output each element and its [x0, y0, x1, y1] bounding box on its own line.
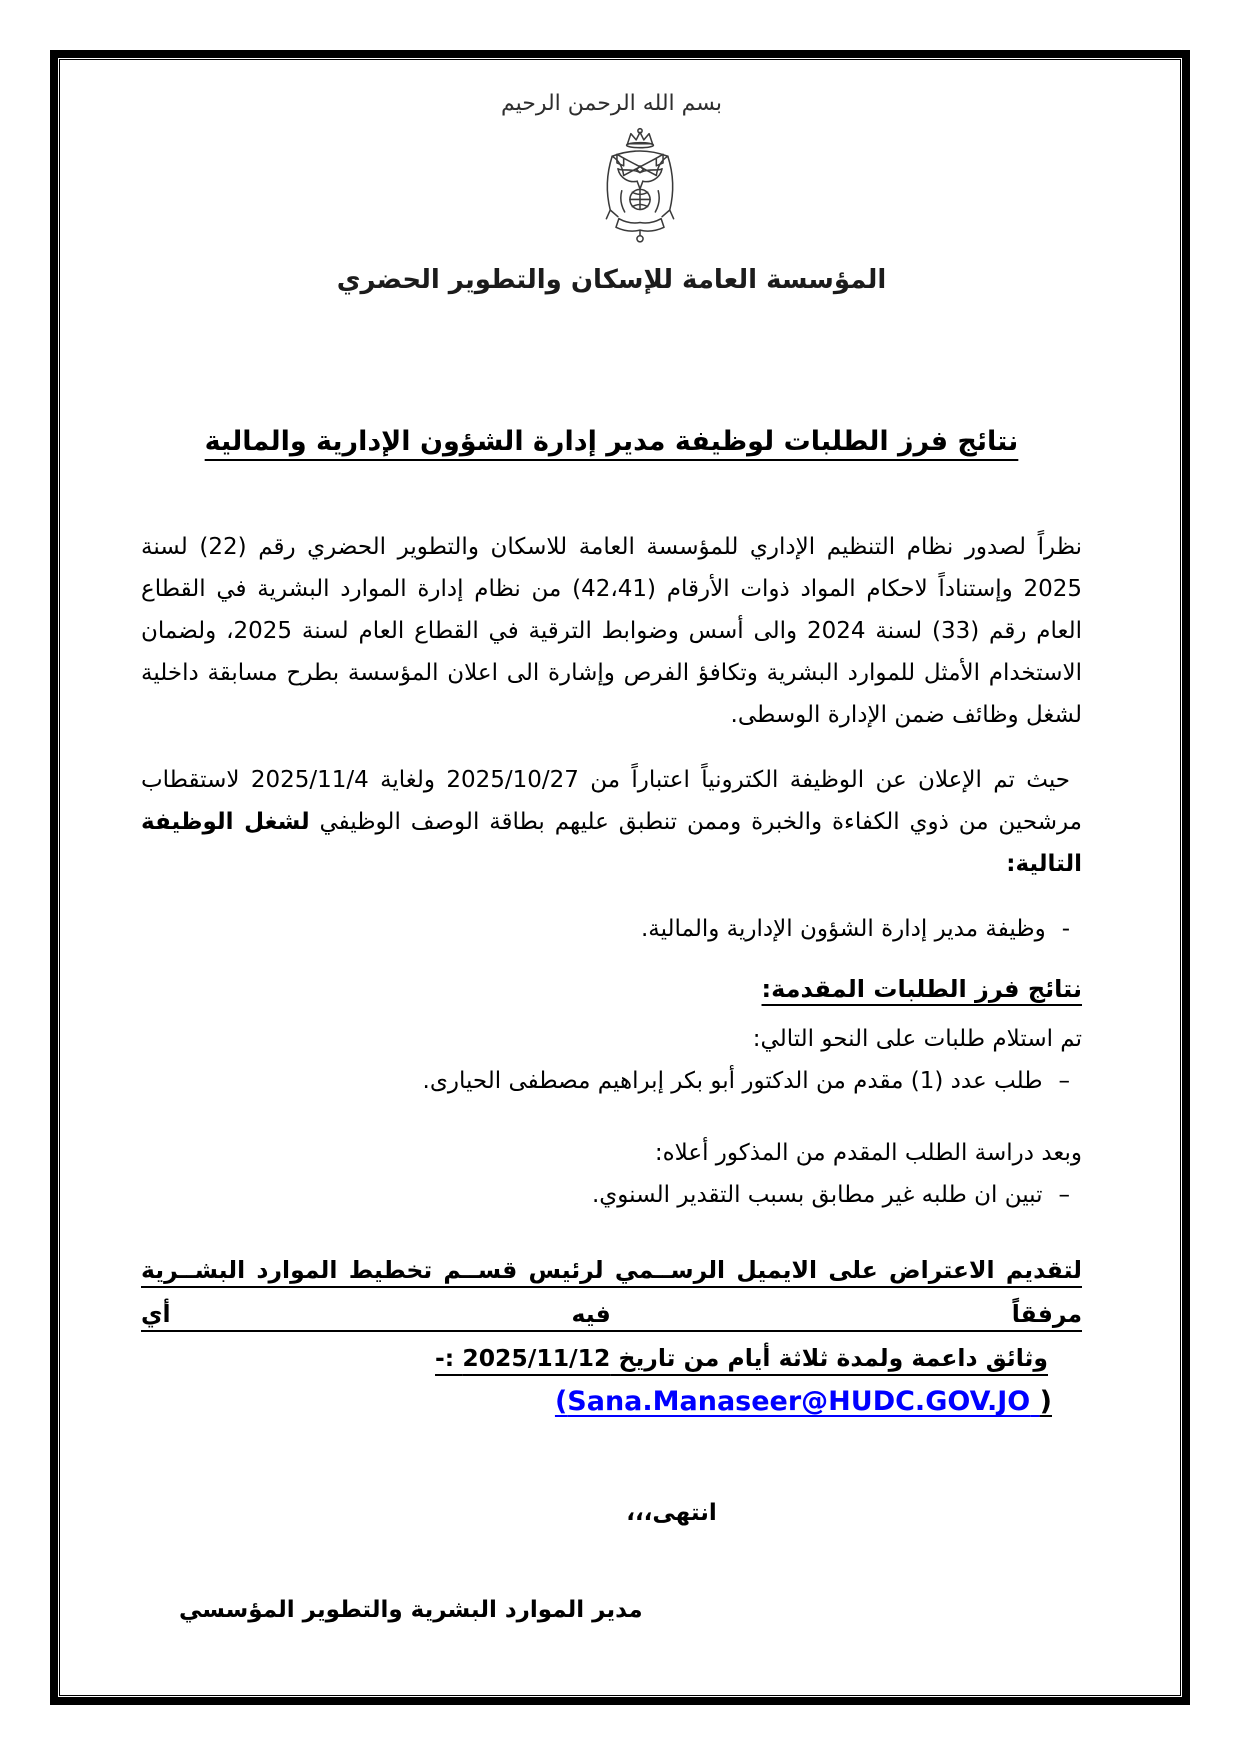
bismillah-text: بسم الله الرحمن الرحيم — [500, 91, 723, 116]
email-wrapper — [555, 1386, 1052, 1417]
study-line: وبعد دراسة الطلب المقدم من المذكور أعلاه: — [654, 1140, 1082, 1166]
position-bullet-text: وظيفة مدير إدارة الشؤون الإدارية والمالية. — [640, 916, 1046, 942]
org-name-calligraphy: المؤسسة العامة للإسكان والتطوير الحضري — [336, 265, 887, 295]
results-section-heading: نتائج فرز الطلبات المقدمة: — [761, 975, 1082, 1003]
email-link[interactable]: Sana.Manaseer@HUDC.GOV.JO — [567, 1386, 1031, 1417]
email-close-paren: ) — [1039, 1386, 1052, 1417]
application-bullet-text: طلب عدد (1) مقدم من الدكتور أبو بكر إبراهيم مصطفى الحيارى. — [422, 1068, 1043, 1094]
announcement-bold-text: لشغل الوظيفة التالية: — [141, 809, 1082, 877]
announcement-text: حيث تم الإعلان عن الوظيفة الكترونياً اعتباراً من 2025/10/27 ولغاية 2025/11/4 لاستقطاب مرشحين من ذوي الكفاءة والخبرة وممن تنطبق عليهم بطاقة الوصف الوظيفي — [141, 767, 1082, 835]
signature-title: مدير الموارد البشرية والتطوير المؤسسي — [179, 1597, 643, 1623]
objection-line-1: لتقديم الاعتراض على الايميل الرســمي لرئيس قســم تخطيط الموارد البشــرية مرفقاً فيه أي — [141, 1256, 1082, 1328]
bullet-dash: – — [1058, 1068, 1070, 1094]
document-content — [59, 59, 1182, 1696]
finding-bullet — [141, 1174, 1082, 1216]
intro-paragraph — [141, 526, 1082, 736]
page-title: نتائج فرز الطلبات لوظيفة مدير إدارة الشؤون الإدارية والمالية — [204, 426, 1019, 457]
intro-text-before: نظراً لصدور نظام التنظيم الإداري للمؤسسة العامة للاسكان والتطوير الحضري رقم (22) لسنة 2025 وإستناداً لاحكام المواد ذوات الأرقام — [141, 534, 1083, 602]
article-numbers: (42،41) — [572, 576, 656, 602]
closing-text: انتهى،،، — [626, 1500, 717, 1526]
application-bullet — [141, 1060, 1082, 1102]
email-space — [1030, 1386, 1039, 1417]
jordan-coat-of-arms-icon — [592, 127, 688, 245]
announcement-paragraph — [141, 759, 1082, 885]
position-bullet — [141, 908, 1082, 950]
bullet-dash: – — [1058, 1182, 1070, 1208]
intro-text-after: من نظام إدارة الموارد البشرية في القطاع العام رقم (33) لسنة 2024 والى أسس وضوابط الترقية في القطاع العام لسنة 2025، ولضمان الاستخدام الأمثل للموارد البشرية وتكافؤ الفرص وإشارة الى اعلان المؤسسة بطرح مسابقة داخلية لشغل وظائف ضمن الإدارة الوسطى. — [141, 576, 1082, 728]
objection-line-2: وثائق داعمة ولمدة ثلاثة أيام من تاريخ 2025/11/12 :- — [435, 1344, 1048, 1372]
email-open-paren: ( — [554, 1386, 568, 1417]
objection-paragraph — [141, 1248, 1082, 1380]
finding-bullet-text: تبين ان طلبه غير مطابق بسبب التقدير السنوي. — [591, 1182, 1043, 1208]
bullet-dash: - — [1061, 916, 1070, 942]
received-line: تم استلام طلبات على النحو التالي: — [752, 1026, 1082, 1052]
email-line — [141, 1382, 1082, 1422]
